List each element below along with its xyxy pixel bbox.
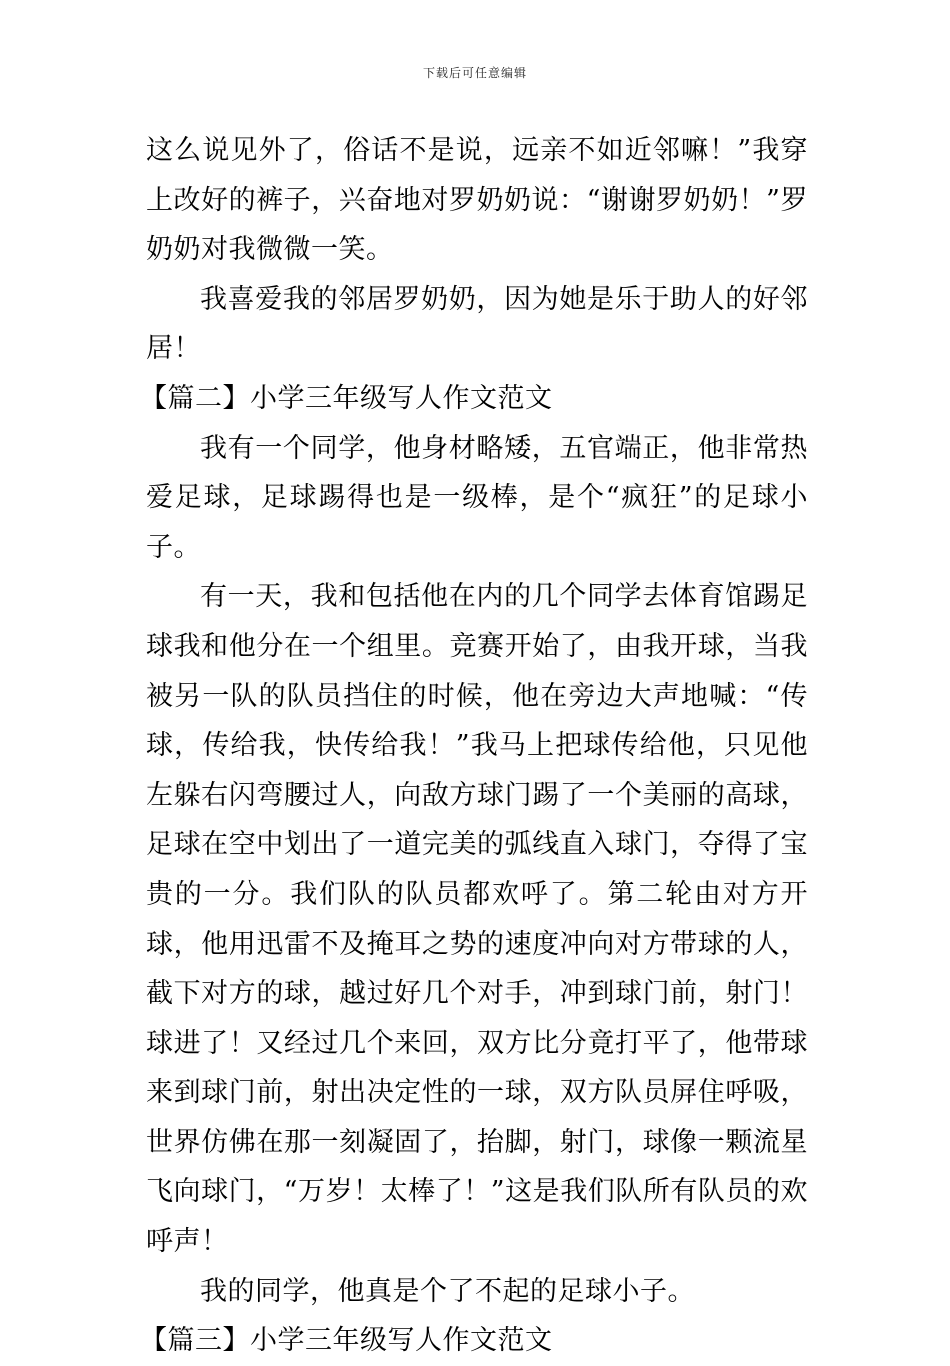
section-heading-2: 【篇二】小学三年级写人作文范文	[140, 382, 553, 414]
document-body	[140, 126, 808, 1366]
paragraph-2: 我喜爱我的邻居罗奶奶，因为她是乐于助人的好邻居！	[146, 283, 808, 365]
paragraph-3: 我有一个同学，他身材略矮，五官端正，他非常热爱足球，足球踢得也是一级棒，是个“疯狂”的足球小子。	[146, 432, 808, 563]
paragraph-5: 我的同学，他真是个了不起的足球小子。	[200, 1275, 695, 1307]
paragraph-1: 这么说见外了，俗话不是说，远亲不如近邻嘛！”我穿上改好的裤子，兴奋地对罗奶奶说：“谢谢罗奶奶！”罗奶奶对我微微一笑。	[146, 135, 808, 266]
paragraph-4: 有一天，我和包括他在内的几个同学去体育馆踢足球我和他分在一个组里。竞赛开始了，由我开球，当我被另一队的队员挡住的时候，他在旁边大声地喊：“传球，传给我，快传给我！”我马上把球传给他，只见他左躲右闪弯腰过人，向敌方球门踢了一个美丽的高球，足球在空中划出了一道完美的弧线直入球门，夺得了宝贵的一分。我们队的队员都欢呼了。第二轮由对方开球，他用迅雷不及掩耳之势的速度冲向对方带球的人，截下对方的球，越过好几个对手，冲到球门前，射门！球进了！又经过几个来回，双方比分竟打平了，他带球来到球门前，射出决定性的一球，双方队员屏住呼吸，世界仿佛在那一刻凝固了，抬脚，射门，球像一颗流星飞向球门，“万岁！太棒了！”这是我们队所有队员的欢呼声！	[146, 581, 808, 1258]
page-header: 下载后可任意编辑	[422, 66, 527, 80]
section-heading-3: 【篇三】小学三年级写人作文范文	[140, 1325, 553, 1357]
